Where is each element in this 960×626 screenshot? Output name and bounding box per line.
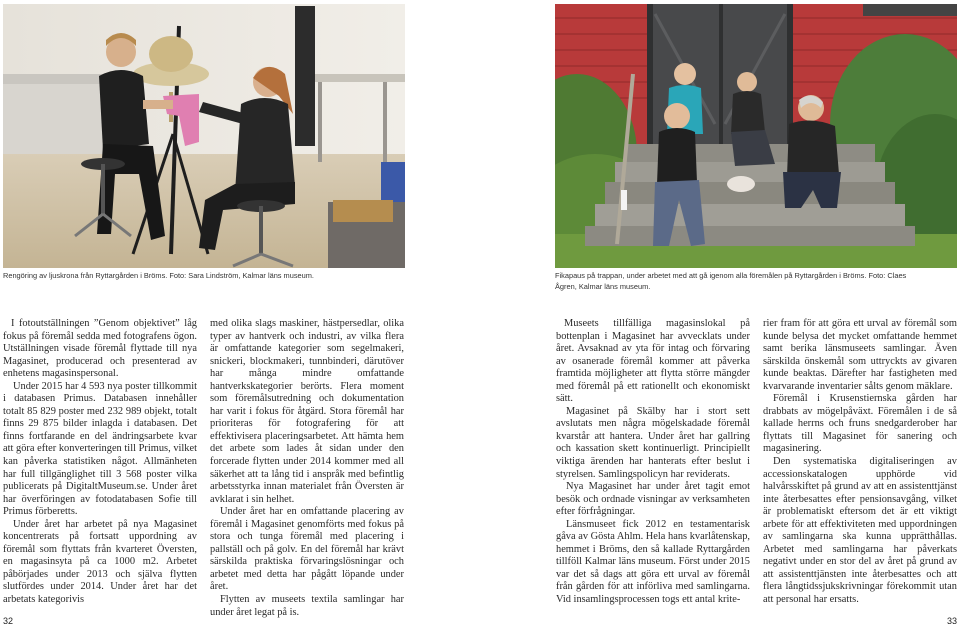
paragraph: Under året har en omfattande placering av föremål i Magasinet genomförts med fokus på stora och tunga föremål med placering i pallställ och på golv. En del föremål har krävt särskilda praktiska förvaringslösningar och arbetet med detta har pågått löpande under året.	[210, 506, 404, 593]
paragraph: Föremål i Krusenstiernska gården har drabbats av mögelpåväxt. Föremålen i de så kallade herrns och fruns snedgarderober har flyttats till Magasinet för sanering och magasinering.	[763, 393, 957, 455]
paragraph: Den systematiska digitaliseringen av accessionskatalogen upphörde vid halvårsskiftet på grund av att en assistenttjänst inte återbesattes efter pensionsavgång, vilket är problematiskt eftersom det är ett viktigt arbete för att effektiviteten med uppordningen av samlingarna ska kunna upprätthållas. Arbetet med samlingarna har påverkats negativt under en stor del av året på grund av att assistenttjänsten inte återbesattes och att flera långtidssjukskrivningar förekommit utan att personal har ersatts.	[763, 456, 957, 606]
paragraph: Nya Magasinet har under året tagit emot besök och ordnade visningar av verksamheten efter förfrågningar.	[556, 481, 750, 518]
paragraph: I fotoutställningen ”Genom objektivet” låg fokus på föremål sedda med fotografens ögon. Utställningen visade föremål flyttade till nya Magasinet, producerad och presenterad av enhetens magasinspersonal.	[3, 318, 197, 380]
photo-chandelier-cleaning-image	[3, 4, 405, 268]
paragraph: Flytten av museets textila samlingar har under året legat på is.	[210, 594, 404, 618]
paragraph: Länsmuseet fick 2012 en testamentarisk gåva av Gösta Ahlm. Hela hans kvarlåtenskap, hemmet i Bröms, den så kallade Ryttargården tillföll Kalmar läns museum. Först under 2015 var det så dags att göra ett urval av föremål från gården för att införliva med samlingarna. Vid insamlingsprocessen togs ett antal krite-	[556, 518, 750, 606]
right-column-2	[763, 318, 957, 607]
photo-chandelier-cleaning	[3, 4, 405, 268]
paragraph: rier fram för att göra ett urval av föremål som kunde belysa det mycket omfattande hemmet samt berika länsmuseets samlingar. Även särskilda önskemål som uttryckts av givaren kunde beaktas. Därefter har fastigheten med kvarvarande inventarier sålts genom mäklare.	[763, 318, 957, 392]
photo-coffee-break-stairs	[555, 4, 957, 268]
paragraph: Magasinet på Skälby har i stort sett avslutats men några mögelskadade föremål kvarstår att hantera. Under året har gallring och kassation skett kontinuerligt. Principiellt viktiga ärenden har hanterats efter beslut i styrelsen. Samlingspolicyn har reviderats.	[556, 405, 750, 480]
paragraph: Museets tillfälliga magasinslokal på bottenplan i Magasinet har avvecklats under året. Avsaknad av yta för intag och förvaring av osanerade föremål kommer att påverka framtida möjligheter att flytta större mängder med föremål på ett rationellt och ekonomiskt sätt.	[556, 318, 750, 405]
paragraph: med olika slags maskiner, hästpersedlar, olika typer av hantverk och industri, av vilka flera är omfattande kategorier som segelmakeri, snickeri, blockmakeri, tunnbinderi, därutöver har många mindre omfattande hantverkskategorier berörts. Flera moment som föremålsutredning och dokumentation har varit i fokus för åtgärd. Stora föremål har prioriteras för fotografering för att effektivisera placeringsarbetet. Att hämta hem det arbete som lades åt sidan under den forcerade flytten under 2014 kommer med all säkerhet att ta lång tid i anspråk med befintlig arbetsstyrka innan materialet från Översten är avklarat i sin helhet.	[210, 318, 404, 505]
left-column-1	[3, 318, 197, 607]
left-column-2	[210, 318, 404, 619]
left-page-number: 32	[3, 616, 14, 626]
paragraph: Under året har arbetet på nya Magasinet koncentrerats på fortsatt uppordning av föremål som flyttats från kvarteret Översten, en magasinsyta på ca 1000 m2. Arbetet påbörjades under 2013 och själva flytten slutfördes under 2014. Under året har det arbetats kategorivis	[3, 518, 197, 606]
right-page-number: 33	[946, 616, 957, 626]
left-photo-caption: Rengöring av ljuskrona från Ryttargården i Bröms. Foto: Sara Lindström, Kalmar läns museum.	[3, 271, 314, 280]
photo-coffee-break-stairs-image	[555, 4, 957, 268]
right-photo-caption: Fikapaus på trappan, under arbetet med att gå igenom alla föremålen på Ryttargården i Bröms. Foto: Claes Ågren, Kalmar läns museum.	[555, 271, 907, 291]
paragraph: Under 2015 har 4 593 nya poster tillkommit i databasen Primus. Databasen innehåller totalt 85 829 poster med 232 989 objekt, totalt finns 29 875 bilder inlagda i databasen. Det finns fortfarande en del ändringsarbete kvar att göra efter konverteringen till Primus, vilket kan påverka statistiken något. Allmänheten har full tillgänglighet till 3 568 poster vilka publicerats på DigitaltMuseum.se. Under året har överföringen av fotodatabasen Sofie till Primus förberetts.	[3, 380, 197, 518]
right-column-1	[556, 318, 750, 607]
